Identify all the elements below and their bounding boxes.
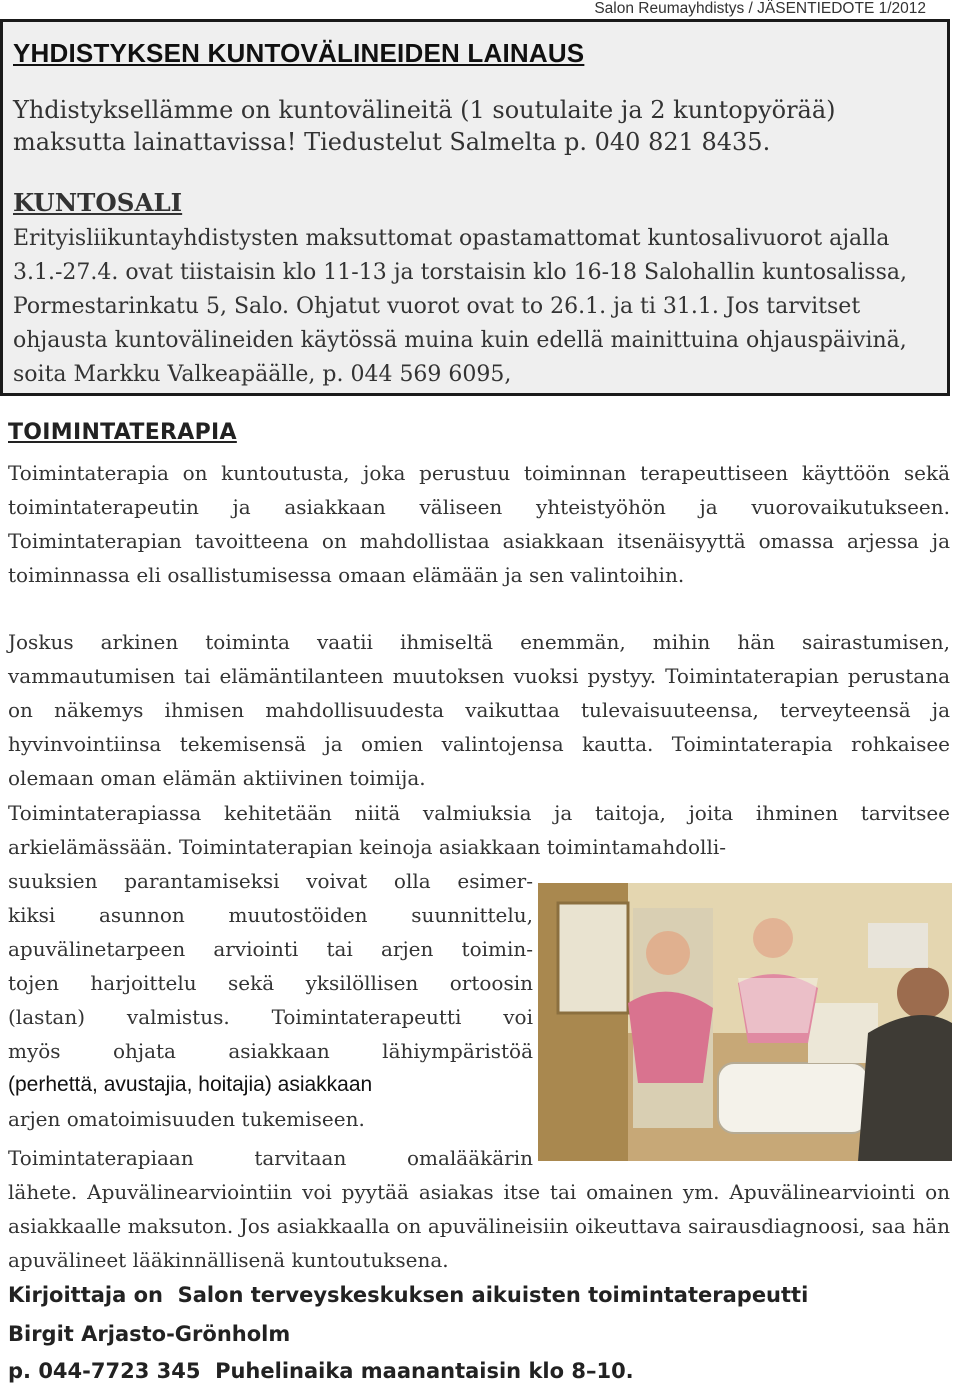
bathroom-photo-icon [538, 883, 952, 1161]
equipment-loan-box [0, 19, 950, 396]
publication-header: Salon Reumayhdistys / JÄSENTIEDOTE 1/2012 [594, 0, 926, 17]
author-name: Birgit Arjasto-Grönholm [8, 1322, 291, 1346]
article-paragraph-1: Toimintaterapia on kuntoutusta, joka perustuu toiminnan terapeuttiseen käyttöön sekä toimintaterapeutin ja asiakkaan väliseen yhteistyöhön ja vuorovaikutukseen. Toimintaterapian tavoitteena on mahdollistaa asiakkaan itsenäisyyttä omassa arjessa ja toiminnassa eli osallistumisessa omaan elämään ja sen valintoihin. [8, 461, 950, 587]
box-subtitle-gym: KUNTOSALI [13, 188, 183, 217]
article-paragraph-3: Toimintaterapiassa kehitetään niitä valmiuksia ja taitoja, joita ihminen tarvitsee arkielämässään. Toimintaterapian keinoja asiakkaan toimintamahdolli- [8, 801, 950, 859]
author-phone: p. 044-7723 345 Puhelinaika maanantaisin klo 8–10. [8, 1359, 634, 1383]
wrap-line-final: arjen omatoimisuuden tukemiseen. [8, 1107, 365, 1131]
article-paragraph-4: lähete. Apuvälinearviointiin voi pyytää asiakas itse tai omainen ym. Apuvälinearviointi on asiakkaalle maksuton. Jos asiakkaalla on apuvälineisiin oikeuttava sairausdiagnoosi, saa hän apuvälineet lääkinnällisenä kuntoutuksena. [8, 1180, 950, 1272]
wrap-line: tojen harjoittelu sekä yksilöllisen ortoosin [8, 971, 533, 995]
author-line-1: Kirjoittaja on Salon terveyskeskuksen aikuisten toimintaterapeutti [8, 1283, 809, 1307]
article-paragraph-2: Joskus arkinen toiminta vaatii ihmiseltä enemmän, mihin hän sairastumisen, vammautumisen tai elämäntilanteen muutoksen vuoksi pystyy. Toimintaterapian perustana on näkemys ihmisen mahdollisuudesta vaikuttaa tulevaisuuteensa, terveyteensä ja hyvinvointiinsa tekemisensä ja omien valintojensa kautta. Toimintaterapia rohkaisee olemaan oman elämän aktiivinen toimija. [8, 630, 950, 790]
box-title: YHDISTYKSEN KUNTOVÄLINEIDEN LAINAUS [13, 38, 585, 68]
wrap-line: myös ohjata asiakkaan lähiympäristöä [8, 1039, 533, 1063]
referral-first-line-wrap [8, 1141, 950, 1175]
article-title: TOIMINTATERAPIA [8, 420, 237, 445]
wrap-line: suuksien parantamiseksi voivat olla esimer- [8, 869, 533, 893]
referral-first-line: Toimintaterapiaan tarvitaan omalääkärin [8, 1146, 533, 1170]
wrap-line: apuvälinetarpeen arviointi tai arjen toimin- [8, 937, 533, 961]
wrap-line: (lastan) valmistus. Toimintaterapeutti voi [8, 1005, 533, 1029]
bathroom-photo [538, 883, 952, 1161]
box-paragraph-equipment: Yhdistyksellämme on kuntovälineitä (1 soutulaite ja 2 kuntopyörää) maksutta lainattavissa! Tiedustelut Salmelta p. 040 821 8435. [13, 96, 836, 156]
wrap-line: (perhettä, avustajia, hoitajia) asiakkaan [8, 1073, 373, 1096]
wrap-line: kiksi asunnon muutostöiden suunnittelu, [8, 903, 533, 927]
box-paragraph-gym: Erityisliikuntayhdistysten maksuttomat opastamattomat kuntosalivuorot ajalla 3.1.-27.4. ovat tiistaisin klo 11-13 ja torstaisin klo 16-18 Salohallin kuntosalissa, Pormestarinkatu 5, Salo. Ohjatut vuorot ovat to 26.1. ja ti 31.1. Jos tarvitset ohjausta kuntovälineiden käytössä muina kuin edellä mainittuina ohjauspäivinä, soita Markku Valkeapäälle, p. 044 569 6095, [13, 226, 907, 387]
